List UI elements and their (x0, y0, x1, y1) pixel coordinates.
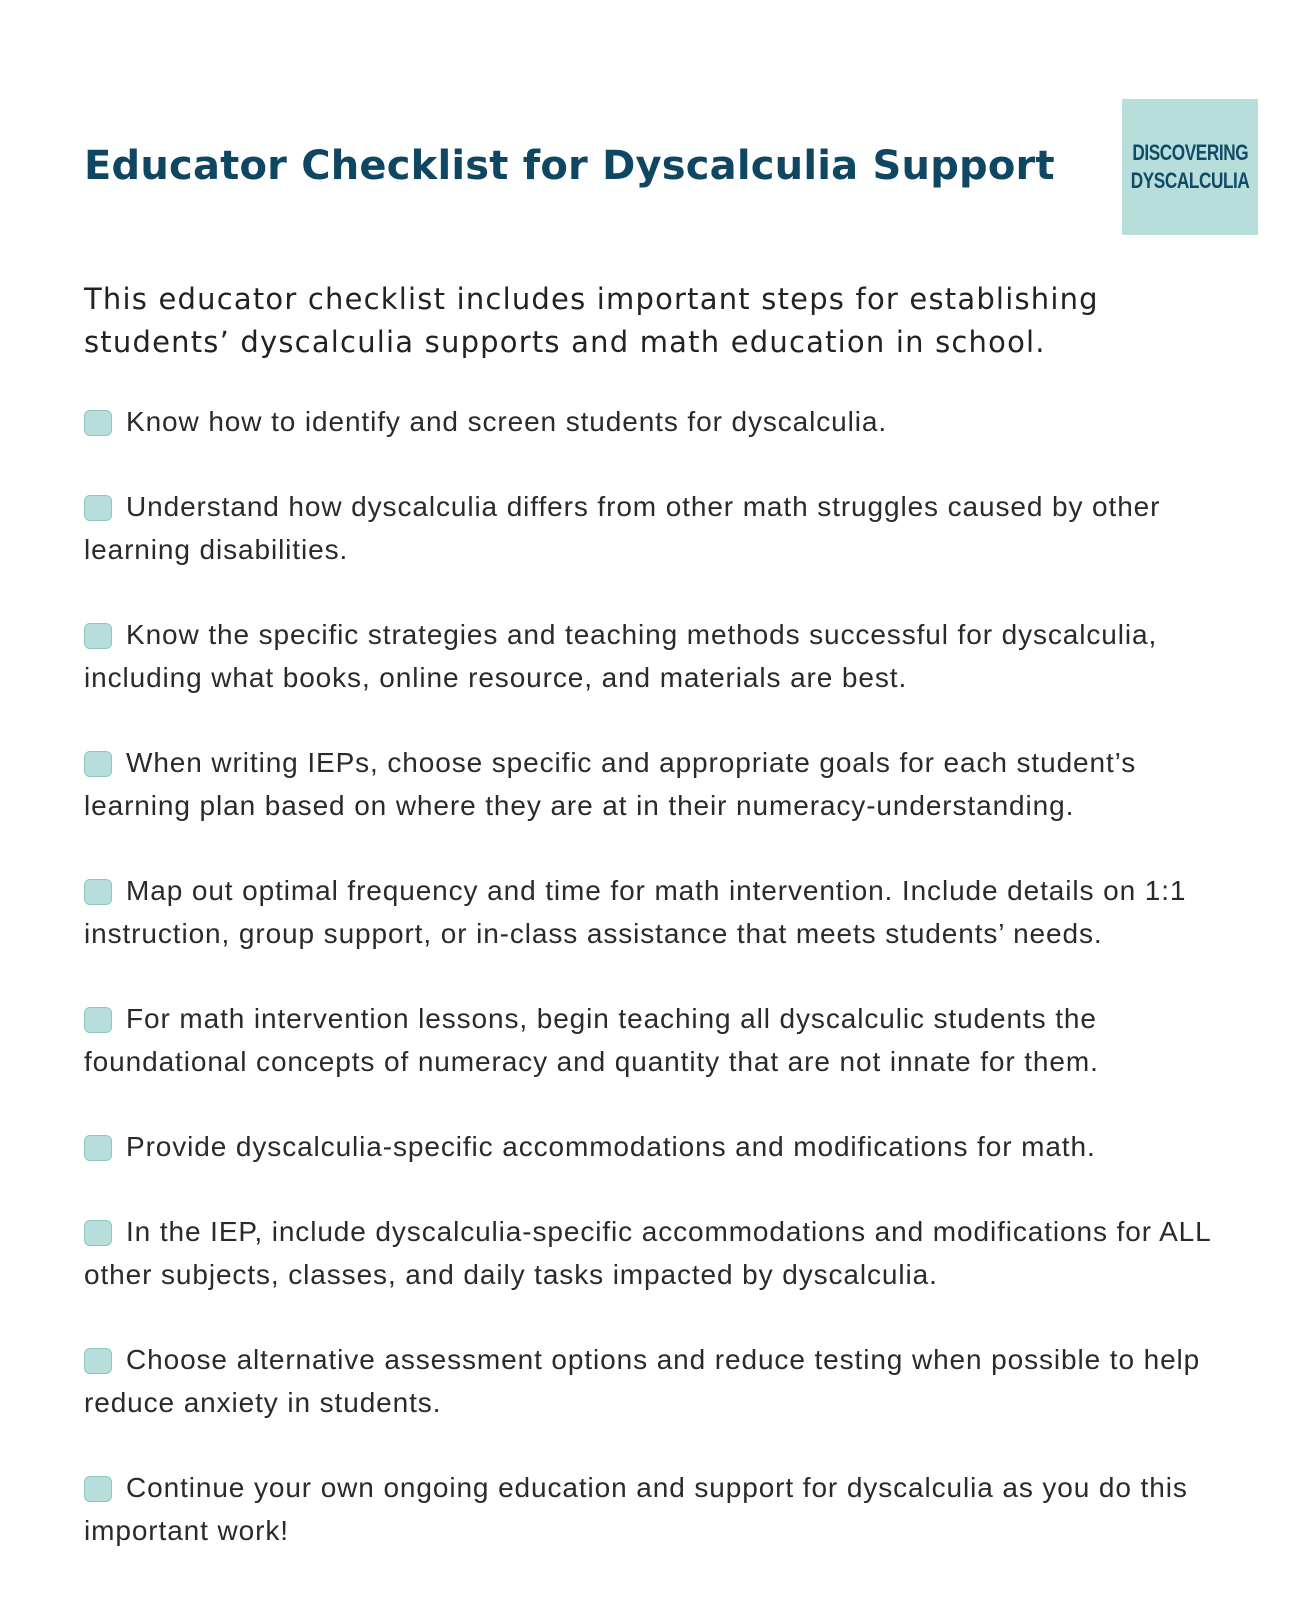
checklist-item (84, 1466, 1234, 1552)
checkbox[interactable] (84, 1476, 112, 1502)
checklist-item-text: Continue your own ongoing education and support for dyscalculia as you do this important work! (84, 1472, 1188, 1546)
checkbox[interactable] (84, 751, 112, 777)
page-title: Educator Checklist for Dyscalculia Support (84, 143, 1055, 189)
checklist-item-text: Know the specific strategies and teaching methods successful for dyscalculia, including what books, online resource, and materials are best. (84, 619, 1158, 693)
checkbox[interactable] (84, 1220, 112, 1246)
checkbox[interactable] (84, 879, 112, 905)
checkbox[interactable] (84, 1135, 112, 1161)
checklist-item-text: In the IEP, include dyscalculia-specific accommodations and modifications for ALL other subjects, classes, and daily tasks impacted by dyscalculia. (84, 1216, 1211, 1290)
checklist-item (84, 741, 1234, 827)
checklist-item (84, 1338, 1234, 1424)
checklist-item (84, 613, 1234, 699)
checklist-item (84, 1125, 1234, 1168)
checklist-item (84, 997, 1234, 1083)
checklist-item (84, 1210, 1234, 1296)
logo-line-1: DISCOVERING (1132, 140, 1248, 165)
checklist-item (84, 869, 1234, 955)
checklist-item (84, 485, 1234, 571)
educator-checklist (84, 400, 1234, 1594)
checklist-item-text: Understand how dyscalculia differs from other math struggles caused by other learning disabilities. (84, 491, 1161, 565)
checklist-item-text: For math intervention lessons, begin teaching all dyscalculic students the foundational concepts of numeracy and quantity that are not innate for them. (84, 1003, 1099, 1077)
checkbox[interactable] (84, 495, 112, 521)
intro-paragraph: This educator checklist includes important steps for establishing students’ dyscalculia supports and math education in school. (84, 282, 1099, 359)
checklist-item-text: Map out optimal frequency and time for math intervention. Include details on 1:1 instruction, group support, or in-class assistance that meets students’ needs. (84, 875, 1187, 949)
checklist-item-text: Choose alternative assessment options and reduce testing when possible to help reduce anxiety in students. (84, 1344, 1201, 1418)
discovering-dyscalculia-logo (1122, 99, 1258, 235)
checklist-item-text: When writing IEPs, choose specific and appropriate goals for each student’s learning plan based on where they are at in their numeracy-understanding. (84, 747, 1137, 821)
checklist-item-text: Know how to identify and screen students for dyscalculia. (126, 406, 888, 437)
checkbox[interactable] (84, 410, 112, 436)
logo-line-2: DYSCALCULIA (1130, 168, 1250, 193)
checklist-item-text: Provide dyscalculia-specific accommodations and modifications for math. (126, 1131, 1096, 1162)
checkbox[interactable] (84, 1007, 112, 1033)
checkbox[interactable] (84, 1348, 112, 1374)
checkbox[interactable] (84, 623, 112, 649)
checklist-item (84, 400, 1234, 443)
